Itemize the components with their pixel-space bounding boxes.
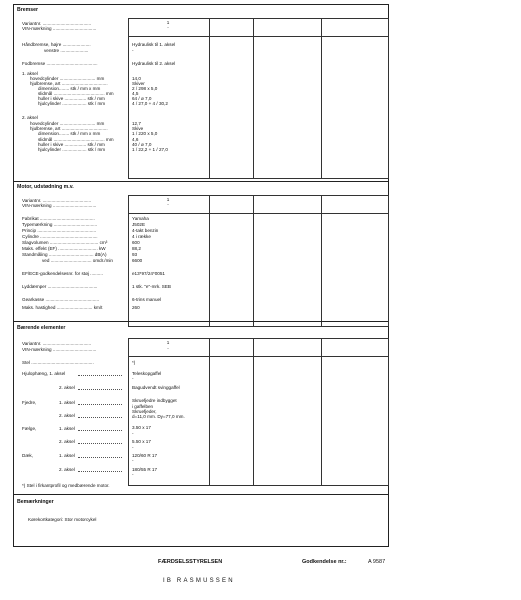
fjedre-1-value-2: i gaffelben — [132, 404, 154, 409]
fjedre-2-value: Skruefjeder, — [132, 409, 157, 414]
faelge-2-value: 5.50 x 17 — [132, 439, 151, 444]
faelge-1-label: 1. aksel — [59, 426, 75, 431]
fodbremse-label: Fodbremse ........................................ — [22, 61, 98, 66]
fabrikat-value: Yamaha — [132, 216, 149, 221]
typemaerkning-label: Typemærkning .................................. — [22, 222, 98, 227]
koerekort-remark: Kørekortkategori: Stor motorcykel — [28, 517, 97, 522]
a2-hjulbremse-label: hjulbremse, art .................................... — [30, 126, 108, 131]
a2-hovedcylinder-label: hovedcylinder ............................ mm — [30, 121, 105, 126]
a1-dimension-label: dimension........ stk / mm x mm — [38, 86, 101, 91]
hjulophaeng-1-value: Teleskopgaffel — [132, 371, 162, 376]
stel-note: *) Stel i firkantprofil og medbærende motor. — [22, 483, 110, 488]
a1-huller-label: huller i skive ................. stk / mm — [38, 96, 105, 101]
vin-value: - — [167, 202, 169, 207]
venstre-label: venstre ...................... — [44, 48, 89, 53]
fjedre-1-label: 1. aksel — [59, 400, 75, 405]
variant-value: 1 — [166, 340, 170, 345]
dash: - — [132, 376, 134, 381]
maks-hastighed-label: Maks. hastighed ............................ km/t — [22, 305, 103, 310]
fodbremse-value: Hydraulisk til 2. aksel — [132, 61, 176, 66]
a2-dimension-value: 1 / 220 x 5,0 — [132, 131, 158, 136]
fjedre-1-value: Skruefjedre indbygget — [132, 398, 177, 403]
typemaerkning-value: J502E — [132, 222, 146, 227]
a1-huller-value: 64 / ø 7,0 — [132, 96, 152, 101]
section-title-baerende: Bærende elementer — [17, 325, 66, 331]
hjulophaeng-label: Hjulophæng, 1. aksel — [22, 371, 66, 376]
section-divider — [14, 494, 388, 495]
stel-value: *) — [132, 360, 136, 365]
vin-label: VIN-mærkning .................................. — [22, 203, 97, 208]
section-title-motor: Motor, udstødning m.v. — [17, 184, 74, 190]
ved-value: 6600 — [132, 258, 143, 263]
faelge-label: Fælge, — [22, 426, 37, 431]
footer-signature-name: IB RASMUSSEN — [163, 578, 235, 584]
a1-hjulcylinder-label: hjulcylinder ................... stk / mm — [38, 101, 106, 106]
daek-1-label: 1. aksel — [59, 453, 75, 458]
princip-label: Princip .............................................. — [22, 228, 97, 233]
variant-label: Variantnr. ...................................... — [22, 21, 92, 26]
dash: - — [132, 458, 134, 463]
standmaaling-value: 93 — [132, 252, 138, 257]
a2-hjulcylinder-value: 1 / 22,2 + 1 / 27,0 — [132, 147, 168, 152]
aksel1-heading: 1. aksel — [22, 71, 38, 76]
a1-hjulbremse-label: hjulbremse, art .................................... — [30, 81, 108, 86]
lyddaemper-label: Lyddæmper ....................................... — [22, 284, 98, 289]
gearkasse-label: Gearkasse .......................................... — [22, 297, 100, 302]
a1-hovedcylinder-value: 14,0 — [132, 76, 141, 81]
maks-effekt-value: 88,2 — [132, 246, 141, 251]
fabrikat-label: Fabrikat ........................................... — [22, 216, 95, 221]
dash: - — [132, 431, 134, 436]
princip-value: 4-takt benzin — [132, 228, 159, 233]
a2-huller-label: huller i skive ................. stk / mm — [38, 142, 105, 147]
baerende-value-grid — [128, 338, 389, 486]
haandbremse-label: Håndbremse, højre ...................... — [22, 42, 91, 47]
slagvolumen-label: Slagvolumen ...................................... cm³ — [22, 240, 108, 245]
vin-value: - — [167, 25, 169, 30]
variant-label: Variantnr. ...................................... — [22, 341, 92, 346]
standmaaling-label: Standmåling ................................... dB(A) — [22, 252, 107, 257]
a1-dimension-value: 2 / 298 x 5,0 — [132, 86, 158, 91]
lyddaemper-value: 1 stk. "e"-mrk. SEB — [132, 284, 171, 289]
a1-hjulcylinder-value: 4 / 27,0 + 4 / 30,2 — [132, 101, 168, 106]
efece-value: e13*97/24*0051 — [132, 271, 165, 276]
aksel2-heading: 2. aksel — [22, 115, 38, 120]
footer-godkendelse-number: A 9587 — [368, 559, 386, 565]
vin-value: - — [167, 346, 169, 351]
document-frame — [13, 4, 389, 547]
ved-label: ved ................................ omdr./min — [42, 258, 113, 263]
faelge-2-label: 2. aksel — [59, 439, 75, 444]
faelge-1-value: 3.50 x 17 — [132, 425, 151, 430]
dash: - — [132, 445, 134, 450]
maks-hastighed-value: 260 — [132, 305, 140, 310]
haandbremse-value: Hydraulisk til 1. aksel — [132, 42, 176, 47]
efece-label: EF/ECE-godkendelsesnr. for støj .......... — [22, 271, 103, 276]
hjulophaeng-2-value: Bagudvendt svinggaffel — [132, 385, 180, 390]
venstre-value: - — [132, 48, 134, 53]
footer-organisation: FÆRDSELSSTYRELSEN — [158, 559, 223, 565]
a2-hjulcylinder-label: hjulcylinder ................... stk / mm — [38, 147, 106, 152]
fjedre-2-value-2: d=11,0 mm. Dy=77,0 mm. — [132, 414, 185, 419]
cylindre-value: 4 i række — [132, 234, 151, 239]
dash: - — [132, 472, 134, 477]
stel-label: Stel ................................................. — [22, 360, 94, 365]
variant-value: 1 — [166, 197, 170, 202]
maks-effekt-label: Maks. effekt (EF) ............................... kW — [22, 246, 106, 251]
a1-slidmaal-value: 4,5 — [132, 91, 139, 96]
variant-value: 1 — [166, 20, 170, 25]
section-divider — [14, 181, 388, 182]
a2-dimension-label: dimension........ stk / mm x mm — [38, 131, 101, 136]
slagvolumen-value: 600 — [132, 240, 140, 245]
vin-label: VIN-mærkning .................................. — [22, 347, 97, 352]
a1-slidmaal-label: slidmål ........................................ mm — [38, 91, 114, 96]
section-divider — [14, 321, 388, 322]
daek-2-label: 2. aksel — [59, 467, 75, 472]
section-title-bremser: Bremser — [17, 7, 39, 13]
fjedre-label: Fjedre, — [22, 400, 37, 405]
a1-hjulbremse-value: Skiver — [132, 81, 145, 86]
daek-1-value: 120/60 R 17 — [132, 453, 158, 458]
daek-2-value: 180/55 R 17 — [132, 467, 158, 472]
variant-label: Variantnr. ...................................... — [22, 198, 92, 203]
motor-value-grid — [128, 195, 389, 327]
a2-hovedcylinder-value: 12,7 — [132, 121, 141, 126]
vin-label: VIN-mærkning .................................. — [22, 26, 97, 31]
cylindre-label: Cylindre ............................................. — [22, 234, 98, 239]
a2-huller-value: 40 / ø 7,0 — [132, 142, 152, 147]
a1-hovedcylinder-label: hovedcylinder ............................ mm — [30, 76, 105, 81]
a2-slidmaal-label: slidmål ........................................ mm — [38, 137, 114, 142]
hjulophaeng-2-label: 2. aksel — [59, 385, 75, 390]
fjedre-2-label: 2. aksel — [59, 413, 75, 418]
a2-slidmaal-value: 4,6 — [132, 137, 139, 142]
a2-hjulbremse-value: Skive — [132, 126, 144, 131]
daek-label: Dæk, — [22, 453, 33, 458]
gearkasse-value: 6-trins manuel — [132, 297, 162, 302]
footer-godkendelse-label: Godkendelse nr.: — [302, 559, 347, 565]
section-title-bemaerkninger: Bemærkninger — [17, 499, 54, 505]
